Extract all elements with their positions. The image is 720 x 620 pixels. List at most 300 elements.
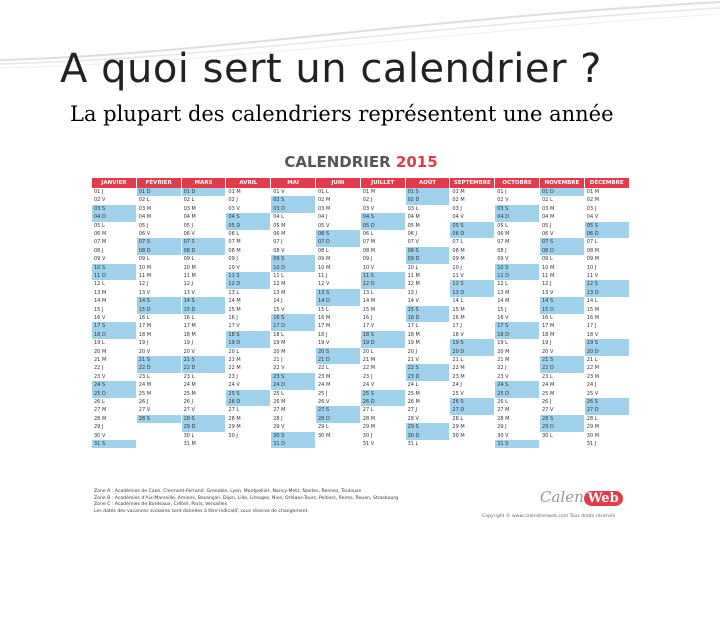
calendar-heading-text: CALENDRIER xyxy=(284,153,391,171)
calendar-day: 05 D xyxy=(361,222,405,230)
calendar-day: 01 L xyxy=(318,189,329,195)
calendar-day: 24 M xyxy=(318,382,331,389)
copyright-text: Copyright © www.calendrierweb.com Tous droits réservés xyxy=(482,514,616,519)
calendar-day: 18 S xyxy=(226,331,270,339)
calendar-day: 21 J xyxy=(273,357,283,363)
calendar-day: 21 V xyxy=(407,357,419,363)
calendar-day: 26 D xyxy=(226,398,270,406)
calendar-day: 13 J xyxy=(407,289,418,296)
calendar-legend xyxy=(94,489,494,515)
calendar-day: 25 V xyxy=(586,390,599,397)
calendar-day: 10 V xyxy=(362,264,375,271)
calendar-day: 26 D xyxy=(361,398,405,406)
calendar-day: 23 S xyxy=(271,373,315,381)
calendar-day: 12 J xyxy=(138,281,149,288)
calendar-day: 03 V xyxy=(228,205,240,212)
calendar-day: 27 D xyxy=(585,406,629,414)
calendar-day: 25 D xyxy=(92,390,136,398)
month-header: AOÛT xyxy=(406,178,450,188)
calendar-day: 20 J xyxy=(407,348,418,355)
calendar-day: 21 M xyxy=(228,357,241,363)
calendar-day: 30 V xyxy=(94,432,106,439)
calendar-day: 09 D xyxy=(406,255,450,263)
calendar-day: 20 M xyxy=(497,348,510,355)
calendar-day: 02 S xyxy=(271,196,315,204)
calendar-day: 06 S xyxy=(316,230,360,238)
calendar-day: 11 S xyxy=(361,272,405,280)
calendar-day: 05 L xyxy=(94,222,105,229)
calendar-day: 21 M xyxy=(497,357,510,363)
calendar-day: 04 D xyxy=(495,213,539,221)
calendar-day: 17 J xyxy=(586,323,597,330)
calendar-day: 26 S xyxy=(450,398,494,406)
calendar-day: 26 J xyxy=(542,399,552,405)
calendar-day: 21 L xyxy=(586,357,598,363)
calendar-day: 29 M xyxy=(362,424,376,431)
calendar-day: 11 D xyxy=(495,272,539,280)
calendar-day: 26 J xyxy=(183,399,194,405)
calendar-day: 24 M xyxy=(138,382,152,389)
calendar-day: 12 J xyxy=(183,281,194,288)
calendar-day: 05 S xyxy=(585,222,629,230)
calendar-day: 04 V xyxy=(452,214,464,221)
calendar-day: 05 S xyxy=(450,222,494,230)
calendar-day: 28 M xyxy=(94,415,107,422)
calendar-day: 04 M xyxy=(138,214,152,221)
calendar-day: 31 L xyxy=(407,441,419,447)
calendar-day: 15 L xyxy=(318,306,329,313)
calendar-day: 13 D xyxy=(450,289,494,297)
calendar-day: 16 M xyxy=(586,315,600,321)
calendar-day: 29 J xyxy=(94,424,104,431)
calendar-day: 27 M xyxy=(497,407,510,414)
calendar-day: 27 S xyxy=(316,406,360,414)
calendar-day: 11 V xyxy=(586,273,599,279)
calendar-day: 17 M xyxy=(318,323,331,330)
calendar-day: 13 M xyxy=(94,289,107,296)
calendar-day: 17 M xyxy=(138,323,152,330)
calendar-day: 17 M xyxy=(183,323,196,330)
calendar-day: 11 D xyxy=(92,272,136,280)
calendar-day: 24 D xyxy=(271,381,315,389)
calendar-day: 18 M xyxy=(407,331,420,338)
calendar-year: 2015 xyxy=(395,153,438,171)
calendar-day: 13 M xyxy=(497,289,510,296)
calendar-day: 07 S xyxy=(137,238,181,246)
calendar-day: 14 M xyxy=(94,298,107,305)
calendar-day: 03 L xyxy=(407,205,419,212)
calendar-day: 22 J xyxy=(94,365,104,372)
calendar-day: 16 L xyxy=(542,315,553,321)
calendar-day: 15 J xyxy=(94,306,104,313)
calendar-day: 05 J xyxy=(138,222,149,229)
calendar-day: 04 M xyxy=(407,214,420,221)
calendar-day: 09 J xyxy=(362,256,373,263)
calendar-day: 25 L xyxy=(273,390,284,397)
month-header: JUIN xyxy=(316,178,360,188)
calendar-day: 31 M xyxy=(183,441,196,447)
calendar-day: 24 M xyxy=(542,382,555,389)
calendar-day: 14 S xyxy=(540,297,584,305)
calendar-day: 24 J xyxy=(586,382,597,389)
calendar-day: 07 M xyxy=(94,239,107,246)
calendar-day: 07 M xyxy=(228,239,241,246)
calendar-day: 12 S xyxy=(450,280,494,288)
calendar-day: 26 J xyxy=(138,399,149,405)
calendar-day: 09 L xyxy=(542,256,553,263)
calendar-day: 02 L xyxy=(138,197,150,204)
calendar-day: 27 L xyxy=(362,407,374,414)
calendar-day: 22 M xyxy=(586,365,600,372)
calendar-day: 11 M xyxy=(183,273,196,279)
calendar-day: 13 S xyxy=(316,289,360,297)
calendar-day: 01 M xyxy=(452,189,465,195)
calendar-day: 29 M xyxy=(586,424,600,431)
calendar-day: 12 L xyxy=(497,281,508,288)
calendar-day: 04 D xyxy=(92,213,136,221)
calendar-day: 13 V xyxy=(542,289,554,296)
calendar-day: 16 L xyxy=(138,315,150,321)
calendar-day: 04 L xyxy=(273,214,284,221)
calendar-day: 28 S xyxy=(182,415,226,423)
calendar-day: 02 L xyxy=(183,197,195,204)
calendar-day: 20 S xyxy=(316,348,360,356)
calendar-day: 19 M xyxy=(407,340,420,347)
calendar-day: 22 L xyxy=(318,365,329,372)
calendar-day: 14 J xyxy=(273,298,283,305)
calendar-day: 03 M xyxy=(138,205,152,212)
calendar-day: 22 D xyxy=(137,364,181,372)
month-header: OCTOBRE xyxy=(495,178,539,188)
calendar-day: 09 V xyxy=(497,256,509,263)
calendar-day: 08 J xyxy=(94,247,104,254)
calendar-day: 08 S xyxy=(406,247,450,255)
month-header: SEPTEMBRE xyxy=(450,178,494,188)
calendar-day: 31 S xyxy=(92,440,136,448)
calendar-day: 03 M xyxy=(542,205,555,212)
calendar-day: 28 L xyxy=(452,415,464,422)
calendar-day: 10 M xyxy=(183,264,196,271)
calendar-day: 22 M xyxy=(362,365,376,372)
calendar-day: 22 M xyxy=(452,365,465,372)
month-header: MAI xyxy=(271,178,315,188)
calendar-day: 30 D xyxy=(406,432,450,440)
calendar-day: 28 S xyxy=(137,415,181,423)
calendar-day: 05 J xyxy=(542,222,552,229)
calendar-day: 19 L xyxy=(497,340,508,347)
calendar-day: 06 L xyxy=(228,231,240,237)
calendar-day: 02 M xyxy=(318,197,331,204)
calendar-day: 08 V xyxy=(273,247,285,254)
calendar-day: 31 V xyxy=(362,441,375,447)
calendar-day: 11 J xyxy=(318,273,328,279)
calendar-day: 10 V xyxy=(228,264,240,271)
calendar-day: 16 J xyxy=(228,315,238,321)
calendar-day: 20 D xyxy=(450,348,494,356)
calendar-day: 05 M xyxy=(407,222,420,229)
calendar-day: 05 M xyxy=(273,222,286,229)
calendar-day: 27 V xyxy=(183,407,195,414)
calendar-day: 27 V xyxy=(542,407,554,414)
calendar-day: 10 S xyxy=(495,264,539,272)
calendar-day: 14 S xyxy=(182,297,226,305)
calendar-day: 20 L xyxy=(228,348,240,355)
calendar-day: 29 M xyxy=(452,424,465,431)
calendar-day: 27 L xyxy=(228,407,240,414)
calendar-day: 06 L xyxy=(362,231,374,237)
calendar-day: 25 D xyxy=(495,390,539,398)
calendar-day: 31 D xyxy=(271,440,315,448)
calendar-day: 25 J xyxy=(318,390,328,397)
calendar-day: 08 M xyxy=(586,247,600,254)
calendar-day: 24 S xyxy=(92,381,136,389)
calendar-day: 08 D xyxy=(182,247,226,255)
calendar-day: 09 J xyxy=(228,256,238,263)
calendar-day: 22 J xyxy=(497,365,507,372)
calendar-day: 18 D xyxy=(495,331,539,339)
calendar-day: 14 L xyxy=(586,298,598,305)
calendar-day: 30 L xyxy=(183,432,195,439)
calendar-day: 12 L xyxy=(94,281,105,288)
calendar-day: 12 J xyxy=(542,281,552,288)
calendar-day: 19 J xyxy=(138,340,149,347)
calendar-day: 06 M xyxy=(497,231,510,237)
calendar-day: 03 M xyxy=(318,205,331,212)
calendar-day: 09 L xyxy=(138,256,150,263)
month-header: DÉCEMBRE xyxy=(585,178,629,188)
calendar-day: 04 J xyxy=(318,214,328,221)
calendar-day: 26 L xyxy=(94,399,105,405)
calendar-day: 17 S xyxy=(92,322,136,330)
calendar-day: 08 M xyxy=(452,247,465,254)
calendar-day: 02 J xyxy=(228,197,238,204)
calendar-day: 04 V xyxy=(586,214,599,221)
calendar-day: 10 D xyxy=(271,264,315,272)
calendar-day: 10 L xyxy=(407,264,419,271)
calendar-day: 12 D xyxy=(361,280,405,288)
calendar-grid xyxy=(92,178,630,620)
calendar-day: 07 S xyxy=(182,238,226,246)
calendar-day: 30 S xyxy=(271,432,315,440)
calendar-day: 28 M xyxy=(497,415,510,422)
calendar-day: 10 J xyxy=(586,264,597,271)
calendar-day: 21 M xyxy=(362,357,376,363)
calendar-day: 21 S xyxy=(540,356,584,364)
calendar-day: 10 M xyxy=(318,264,331,271)
calendar-day: 19 L xyxy=(94,340,105,347)
calendar-day: 30 M xyxy=(452,432,465,439)
calendar-day: 01 M xyxy=(362,189,376,195)
calendar-day: 22 D xyxy=(540,364,584,372)
calendar-day: 06 D xyxy=(450,230,494,238)
month-header: JUILLET xyxy=(361,178,405,188)
calendar-day: 11 L xyxy=(273,273,284,279)
calendar-day: 28 M xyxy=(228,415,241,422)
calendar-day: 01 M xyxy=(586,189,600,195)
calendar-day: 27 M xyxy=(94,407,107,414)
calendar-day: 29 V xyxy=(273,424,285,431)
calendar-day: 23 M xyxy=(318,373,331,380)
calendar-day: 23 V xyxy=(497,373,509,380)
calendar-day: 01 D xyxy=(137,188,181,196)
legend-line: Zone A : Académies de Caen, Clermont-Ferrand, Grenoble, Lyon, Montpellier, Nancy-Metz, Nantes, Rennes, Toulouse xyxy=(94,489,362,494)
calendar-day: 30 J xyxy=(362,432,373,439)
calendar-day: 24 S xyxy=(495,381,539,389)
calendar-day: 06 M xyxy=(94,231,107,237)
calendar-day: 15 D xyxy=(182,306,226,314)
calendar-day: 24 J xyxy=(452,382,462,389)
calendar-day: 17 V xyxy=(228,323,240,330)
calendar-day: 14 S xyxy=(137,297,181,305)
calendar-day: 06 J xyxy=(407,231,418,237)
calendar-day: 04 S xyxy=(361,213,405,221)
calendar-day: 25 M xyxy=(183,390,196,397)
calendar-day: 08 M xyxy=(362,247,376,254)
calendar-day: 29 D xyxy=(182,423,226,431)
calendar-day: 13 D xyxy=(585,289,629,297)
calendar-day: 26 S xyxy=(585,398,629,406)
calendar-day: 07 S xyxy=(540,238,584,246)
calendar-day: 20 M xyxy=(94,348,107,355)
calendar-day: 26 M xyxy=(407,399,420,405)
calendar-day: 06 V xyxy=(183,231,195,237)
calendar-day: 11 V xyxy=(452,273,464,279)
calendar-day: 11 M xyxy=(542,273,555,279)
calendar-day: 04 M xyxy=(542,214,555,221)
calendar-day: 06 V xyxy=(542,231,554,237)
calendar-day: 23 J xyxy=(228,373,238,380)
calendar-day: 04 M xyxy=(183,214,196,221)
calendar-image xyxy=(72,140,650,540)
calendar-day: 19 V xyxy=(318,340,330,347)
legend-line: Zone C : Académies de Bordeaux, Créteil, Paris, Versailles xyxy=(94,502,228,507)
calendar-day: 12 M xyxy=(273,281,286,288)
calendar-day: 14 M xyxy=(228,298,241,305)
slide-subtitle: La plupart des calendriers représentent une année xyxy=(70,102,614,126)
calendar-day: 11 S xyxy=(226,272,270,280)
calendar-day: 21 S xyxy=(137,356,181,364)
calendar-day: 01 D xyxy=(540,188,584,196)
calendar-day: 07 M xyxy=(497,239,510,246)
calendar-day: 01 J xyxy=(94,189,104,195)
calendar-day: 16 D xyxy=(406,314,450,322)
calendar-day: 29 J xyxy=(497,424,507,431)
calendar-day: 19 D xyxy=(226,339,270,347)
calendar-day: 20 L xyxy=(362,348,374,355)
calendar-day: 13 V xyxy=(138,289,151,296)
calendar-day: 27 M xyxy=(273,407,286,414)
calendar-day: 08 D xyxy=(540,247,584,255)
calendar-day: 14 L xyxy=(452,298,464,305)
calendar-day: 03 J xyxy=(586,205,597,212)
calendar-day: 27 D xyxy=(450,406,494,414)
calendar-day: 13 L xyxy=(228,289,240,296)
calendar-day: 28 D xyxy=(316,415,360,423)
calendar-day: 09 M xyxy=(452,256,465,263)
calendar-day: 18 M xyxy=(542,331,555,338)
calendar-day: 02 M xyxy=(586,197,600,204)
calendar-day: 18 M xyxy=(183,331,196,338)
calendar-day: 07 J xyxy=(273,239,283,246)
calendar-day: 20 M xyxy=(273,348,286,355)
calendar-day: 10 J xyxy=(452,264,462,271)
logo-web: Web xyxy=(584,491,623,506)
calendar-day: 31 J xyxy=(586,441,597,447)
calendar-day: 18 S xyxy=(361,331,405,339)
calendar-day: 18 J xyxy=(318,331,328,338)
calendar-day: 17 S xyxy=(495,322,539,330)
calendar-day: 18 M xyxy=(138,331,152,338)
calendar-day: 22 V xyxy=(273,365,285,372)
calendar-day: 15 M xyxy=(228,306,241,313)
calendar-day: 17 J xyxy=(452,323,462,330)
calendar-heading xyxy=(72,153,650,171)
logo-text: Calen xyxy=(540,488,584,506)
calendar-day: 15 D xyxy=(540,306,584,314)
calendar-day: 05 V xyxy=(318,222,330,229)
calendar-day: 23 L xyxy=(542,373,553,380)
calendar-day: 01 V xyxy=(273,189,285,195)
calendar-day: 17 D xyxy=(271,322,315,330)
calendar-day: 28 V xyxy=(407,415,419,422)
calendar-day: 13 M xyxy=(273,289,286,296)
calendar-day: 30 M xyxy=(318,432,331,439)
calendar-day: 03 S xyxy=(495,205,539,213)
calendar-day: 10 S xyxy=(92,264,136,272)
calendar-day: 24 V xyxy=(362,382,375,389)
calendar-day: 11 M xyxy=(407,273,420,279)
calendar-day: 28 L xyxy=(586,415,598,422)
calendar-day: 12 D xyxy=(226,280,270,288)
calendar-day: 05 D xyxy=(226,222,270,230)
calendar-day: 25 M xyxy=(138,390,152,397)
calendar-day: 25 M xyxy=(542,390,555,397)
calendar-day: 03 D xyxy=(271,205,315,213)
calendar-day: 19 J xyxy=(542,340,552,347)
calendar-day: 12 V xyxy=(318,281,330,288)
calendar-day: 29 M xyxy=(228,424,241,431)
calendar-day: 14 M xyxy=(362,298,376,305)
calendar-day: 08 J xyxy=(497,247,507,254)
calendar-day: 10 M xyxy=(138,264,152,271)
calendar-day: 03 J xyxy=(452,205,462,212)
calendar-day: 06 V xyxy=(138,231,151,237)
calendar-day: 11 M xyxy=(138,273,152,279)
calendar-day: 15 V xyxy=(273,306,285,313)
calendar-day: 29 D xyxy=(540,423,584,431)
calendar-day: 09 S xyxy=(271,255,315,263)
calendar-day: 18 V xyxy=(586,331,599,338)
calendar-day: 29 S xyxy=(406,423,450,431)
calendar-day: 23 L xyxy=(183,373,195,380)
calendar-day: 01 S xyxy=(406,188,450,196)
calendar-day: 14 M xyxy=(497,298,510,305)
calendar-day: 16 M xyxy=(452,315,465,321)
calendar-day: 09 M xyxy=(586,256,600,263)
calendar-day: 24 V xyxy=(228,382,240,389)
calendar-day: 05 J xyxy=(183,222,194,229)
calendar-day: 15 M xyxy=(362,306,376,313)
calendar-day: 09 L xyxy=(183,256,195,263)
calendar-day: 23 D xyxy=(406,373,450,381)
calendar-day: 23 M xyxy=(452,373,465,380)
calendar-day: 18 D xyxy=(92,331,136,339)
calendar-day: 16 S xyxy=(271,314,315,322)
calendar-day: 24 M xyxy=(183,382,196,389)
calendar-day: 15 D xyxy=(137,306,181,314)
calendar-day: 08 D xyxy=(137,247,181,255)
calendar-day: 24 L xyxy=(407,382,419,389)
